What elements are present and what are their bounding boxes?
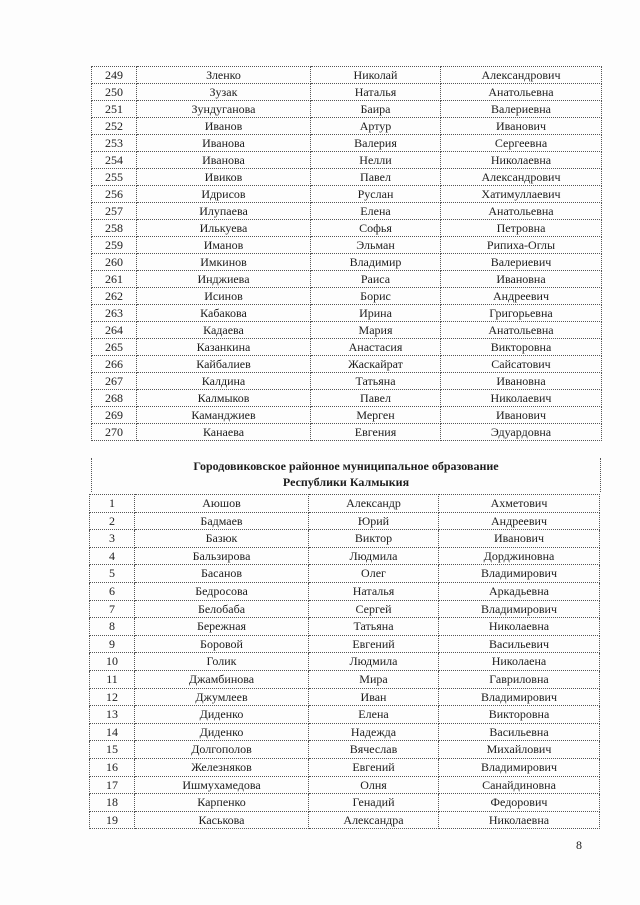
surname-cell: Иманов	[137, 237, 311, 254]
first-name-cell: Павел	[311, 169, 441, 186]
patronymic-cell: Васильевич	[439, 635, 600, 653]
row-number-cell: 9	[90, 635, 135, 653]
patronymic-cell: Хатимуллаевич	[441, 186, 602, 203]
row-number-cell: 251	[92, 101, 137, 118]
table-row	[92, 407, 602, 424]
first-name-cell: Мира	[309, 670, 439, 688]
row-number-cell: 17	[90, 776, 135, 794]
patronymic-cell: Владимирович	[439, 758, 600, 776]
first-name-cell: Вячеслав	[309, 741, 439, 759]
first-name-cell: Анастасия	[311, 339, 441, 356]
patronymic-cell: Викторовна	[439, 706, 600, 724]
surname-cell: Диденко	[135, 706, 309, 724]
table-row	[90, 776, 600, 794]
first-name-cell: Раиса	[311, 271, 441, 288]
patronymic-cell: Анатольевна	[441, 203, 602, 220]
row-number-cell: 1	[90, 495, 135, 513]
table-row	[90, 670, 600, 688]
table-row	[92, 356, 602, 373]
table-row	[90, 741, 600, 759]
surname-cell: Иванов	[137, 118, 311, 135]
first-name-cell: Наталья	[309, 582, 439, 600]
table-row	[92, 101, 602, 118]
surname-cell: Железняков	[135, 758, 309, 776]
first-name-cell: Генадий	[309, 794, 439, 812]
surname-cell: Кабакова	[137, 305, 311, 322]
patronymic-cell: Петровна	[441, 220, 602, 237]
patronymic-cell: Владимирович	[439, 688, 600, 706]
table-row	[90, 688, 600, 706]
surname-cell: Джумлеев	[135, 688, 309, 706]
patronymic-cell: Николаевна	[439, 811, 600, 829]
first-name-cell: Татьяна	[311, 373, 441, 390]
row-number-cell: 13	[90, 706, 135, 724]
first-name-cell: Елена	[309, 706, 439, 724]
table-row	[90, 618, 600, 636]
surname-cell: Голик	[135, 653, 309, 671]
patronymic-cell: Федорович	[439, 794, 600, 812]
patronymic-cell: Владимирович	[439, 600, 600, 618]
first-name-cell: Валерия	[311, 135, 441, 152]
table-row	[92, 322, 602, 339]
row-number-cell: 4	[90, 547, 135, 565]
members-table-1	[91, 66, 602, 441]
surname-cell: Бережная	[135, 618, 309, 636]
surname-cell: Идрисов	[137, 186, 311, 203]
surname-cell: Базюк	[135, 530, 309, 548]
table-row	[92, 237, 602, 254]
first-name-cell: Евгений	[309, 635, 439, 653]
row-number-cell: 259	[92, 237, 137, 254]
patronymic-cell: Викторовна	[441, 339, 602, 356]
surname-cell: Диденко	[135, 723, 309, 741]
patronymic-cell: Анатольевна	[441, 322, 602, 339]
surname-cell: Бальзирова	[135, 547, 309, 565]
first-name-cell: Софья	[311, 220, 441, 237]
surname-cell: Инджиева	[137, 271, 311, 288]
first-name-cell: Людмила	[309, 653, 439, 671]
table-row	[92, 390, 602, 407]
first-name-cell: Олня	[309, 776, 439, 794]
row-number-cell: 261	[92, 271, 137, 288]
first-name-cell: Иван	[309, 688, 439, 706]
patronymic-cell: Андреевич	[441, 288, 602, 305]
table-row	[92, 169, 602, 186]
patronymic-cell: Николаевич	[441, 390, 602, 407]
patronymic-cell: Рипиха-Оглы	[441, 237, 602, 254]
surname-cell: Басанов	[135, 565, 309, 583]
table-row	[92, 203, 602, 220]
table-row	[92, 220, 602, 237]
table-row	[92, 305, 602, 322]
patronymic-cell: Валериевна	[441, 101, 602, 118]
patronymic-cell: Николаевна	[439, 618, 600, 636]
row-number-cell: 255	[92, 169, 137, 186]
first-name-cell: Юрий	[309, 512, 439, 530]
first-name-cell: Баира	[311, 101, 441, 118]
row-number-cell: 14	[90, 723, 135, 741]
table-row	[90, 811, 600, 829]
first-name-cell: Владимир	[311, 254, 441, 271]
table-row	[90, 530, 600, 548]
surname-cell: Иванова	[137, 152, 311, 169]
surname-cell: Бедросова	[135, 582, 309, 600]
table-row	[92, 424, 602, 441]
first-name-cell: Надежда	[309, 723, 439, 741]
row-number-cell: 7	[90, 600, 135, 618]
first-name-cell: Борис	[311, 288, 441, 305]
table-row	[90, 495, 600, 513]
row-number-cell: 18	[90, 794, 135, 812]
surname-cell: Аюшов	[135, 495, 309, 513]
row-number-cell: 257	[92, 203, 137, 220]
first-name-cell: Руслан	[311, 186, 441, 203]
patronymic-cell: Дорджиновна	[439, 547, 600, 565]
table-row	[90, 582, 600, 600]
patronymic-cell: Александрович	[441, 67, 602, 84]
table-row	[92, 135, 602, 152]
row-number-cell: 256	[92, 186, 137, 203]
first-name-cell: Александр	[309, 495, 439, 513]
patronymic-cell: Анатольевна	[441, 84, 602, 101]
surname-cell: Белобаба	[135, 600, 309, 618]
patronymic-cell: Санайдиновна	[439, 776, 600, 794]
patronymic-cell: Валериевич	[441, 254, 602, 271]
surname-cell: Исинов	[137, 288, 311, 305]
surname-cell: Карпенко	[135, 794, 309, 812]
patronymic-cell: Владимирович	[439, 565, 600, 583]
surname-cell: Кадаева	[137, 322, 311, 339]
table-row	[90, 758, 600, 776]
table-row	[90, 512, 600, 530]
first-name-cell: Эльман	[311, 237, 441, 254]
surname-cell: Илупаева	[137, 203, 311, 220]
first-name-cell: Людмила	[309, 547, 439, 565]
first-name-cell: Татьяна	[309, 618, 439, 636]
first-name-cell: Николай	[311, 67, 441, 84]
row-number-cell: 260	[92, 254, 137, 271]
table-row	[90, 706, 600, 724]
table-row	[92, 288, 602, 305]
surname-cell: Кайбалиев	[137, 356, 311, 373]
row-number-cell: 254	[92, 152, 137, 169]
first-name-cell: Мерген	[311, 407, 441, 424]
patronymic-cell: Иванович	[439, 530, 600, 548]
members-table-2	[89, 494, 600, 829]
row-number-cell: 12	[90, 688, 135, 706]
table-row	[92, 84, 602, 101]
row-number-cell: 250	[92, 84, 137, 101]
row-number-cell: 16	[90, 758, 135, 776]
first-name-cell: Жаскайрат	[311, 356, 441, 373]
section-heading-line1: Городовиковское районное муниципальное образование	[193, 459, 499, 473]
surname-cell: Казанкина	[137, 339, 311, 356]
patronymic-cell: Николаевна	[441, 152, 602, 169]
row-number-cell: 253	[92, 135, 137, 152]
surname-cell: Каськова	[135, 811, 309, 829]
row-number-cell: 265	[92, 339, 137, 356]
patronymic-cell: Иванович	[441, 118, 602, 135]
first-name-cell: Мария	[311, 322, 441, 339]
table-row	[90, 635, 600, 653]
first-name-cell: Нелли	[311, 152, 441, 169]
first-name-cell: Павел	[311, 390, 441, 407]
patronymic-cell: Ивановна	[441, 373, 602, 390]
table-row	[90, 600, 600, 618]
patronymic-cell: Николаена	[439, 653, 600, 671]
patronymic-cell: Григорьевна	[441, 305, 602, 322]
row-number-cell: 270	[92, 424, 137, 441]
row-number-cell: 19	[90, 811, 135, 829]
row-number-cell: 5	[90, 565, 135, 583]
table-row	[92, 339, 602, 356]
first-name-cell: Наталья	[311, 84, 441, 101]
page-number: 8	[576, 838, 582, 852]
patronymic-cell: Михайлович	[439, 741, 600, 759]
table-row	[90, 723, 600, 741]
patronymic-cell: Иванович	[441, 407, 602, 424]
table-row	[90, 653, 600, 671]
first-name-cell: Ирина	[311, 305, 441, 322]
surname-cell: Джамбинова	[135, 670, 309, 688]
row-number-cell: 252	[92, 118, 137, 135]
surname-cell: Илькуева	[137, 220, 311, 237]
table-row	[90, 547, 600, 565]
surname-cell: Зузак	[137, 84, 311, 101]
table-row	[92, 67, 602, 84]
first-name-cell: Александра	[309, 811, 439, 829]
surname-cell: Имкинов	[137, 254, 311, 271]
row-number-cell: 6	[90, 582, 135, 600]
table-row	[90, 565, 600, 583]
table-row	[92, 254, 602, 271]
surname-cell: Долгополов	[135, 741, 309, 759]
patronymic-cell: Эдуардовна	[441, 424, 602, 441]
surname-cell: Бадмаев	[135, 512, 309, 530]
row-number-cell: 249	[92, 67, 137, 84]
row-number-cell: 258	[92, 220, 137, 237]
row-number-cell: 10	[90, 653, 135, 671]
table-row	[92, 118, 602, 135]
first-name-cell: Евгения	[311, 424, 441, 441]
table-row	[92, 152, 602, 169]
surname-cell: Иванова	[137, 135, 311, 152]
table-row	[92, 373, 602, 390]
surname-cell: Зундуганова	[137, 101, 311, 118]
table-row	[92, 271, 602, 288]
row-number-cell: 11	[90, 670, 135, 688]
first-name-cell: Виктор	[309, 530, 439, 548]
row-number-cell: 268	[92, 390, 137, 407]
surname-cell: Калдина	[137, 373, 311, 390]
surname-cell: Канаева	[137, 424, 311, 441]
table-row	[92, 186, 602, 203]
section-heading-line2: Республики Калмыкия	[282, 475, 410, 489]
surname-cell: Ивиков	[137, 169, 311, 186]
patronymic-cell: Ахметович	[439, 495, 600, 513]
table-row	[90, 794, 600, 812]
row-number-cell: 266	[92, 356, 137, 373]
patronymic-cell: Александрович	[441, 169, 602, 186]
row-number-cell: 264	[92, 322, 137, 339]
patronymic-cell: Андреевич	[439, 512, 600, 530]
patronymic-cell: Гавриловна	[439, 670, 600, 688]
patronymic-cell: Аркадьевна	[439, 582, 600, 600]
row-number-cell: 267	[92, 373, 137, 390]
row-number-cell: 262	[92, 288, 137, 305]
surname-cell: Ишмухамедова	[135, 776, 309, 794]
patronymic-cell: Сайсатович	[441, 356, 602, 373]
first-name-cell: Евгений	[309, 758, 439, 776]
section-heading	[91, 458, 601, 492]
patronymic-cell: Васильевна	[439, 723, 600, 741]
row-number-cell: 3	[90, 530, 135, 548]
patronymic-cell: Сергеевна	[441, 135, 602, 152]
surname-cell: Каманджиев	[137, 407, 311, 424]
row-number-cell: 8	[90, 618, 135, 636]
patronymic-cell: Ивановна	[441, 271, 602, 288]
surname-cell: Калмыков	[137, 390, 311, 407]
row-number-cell: 15	[90, 741, 135, 759]
first-name-cell: Сергей	[309, 600, 439, 618]
first-name-cell: Артур	[311, 118, 441, 135]
row-number-cell: 263	[92, 305, 137, 322]
row-number-cell: 2	[90, 512, 135, 530]
surname-cell: Боровой	[135, 635, 309, 653]
first-name-cell: Елена	[311, 203, 441, 220]
surname-cell: Зленко	[137, 67, 311, 84]
first-name-cell: Олег	[309, 565, 439, 583]
row-number-cell: 269	[92, 407, 137, 424]
